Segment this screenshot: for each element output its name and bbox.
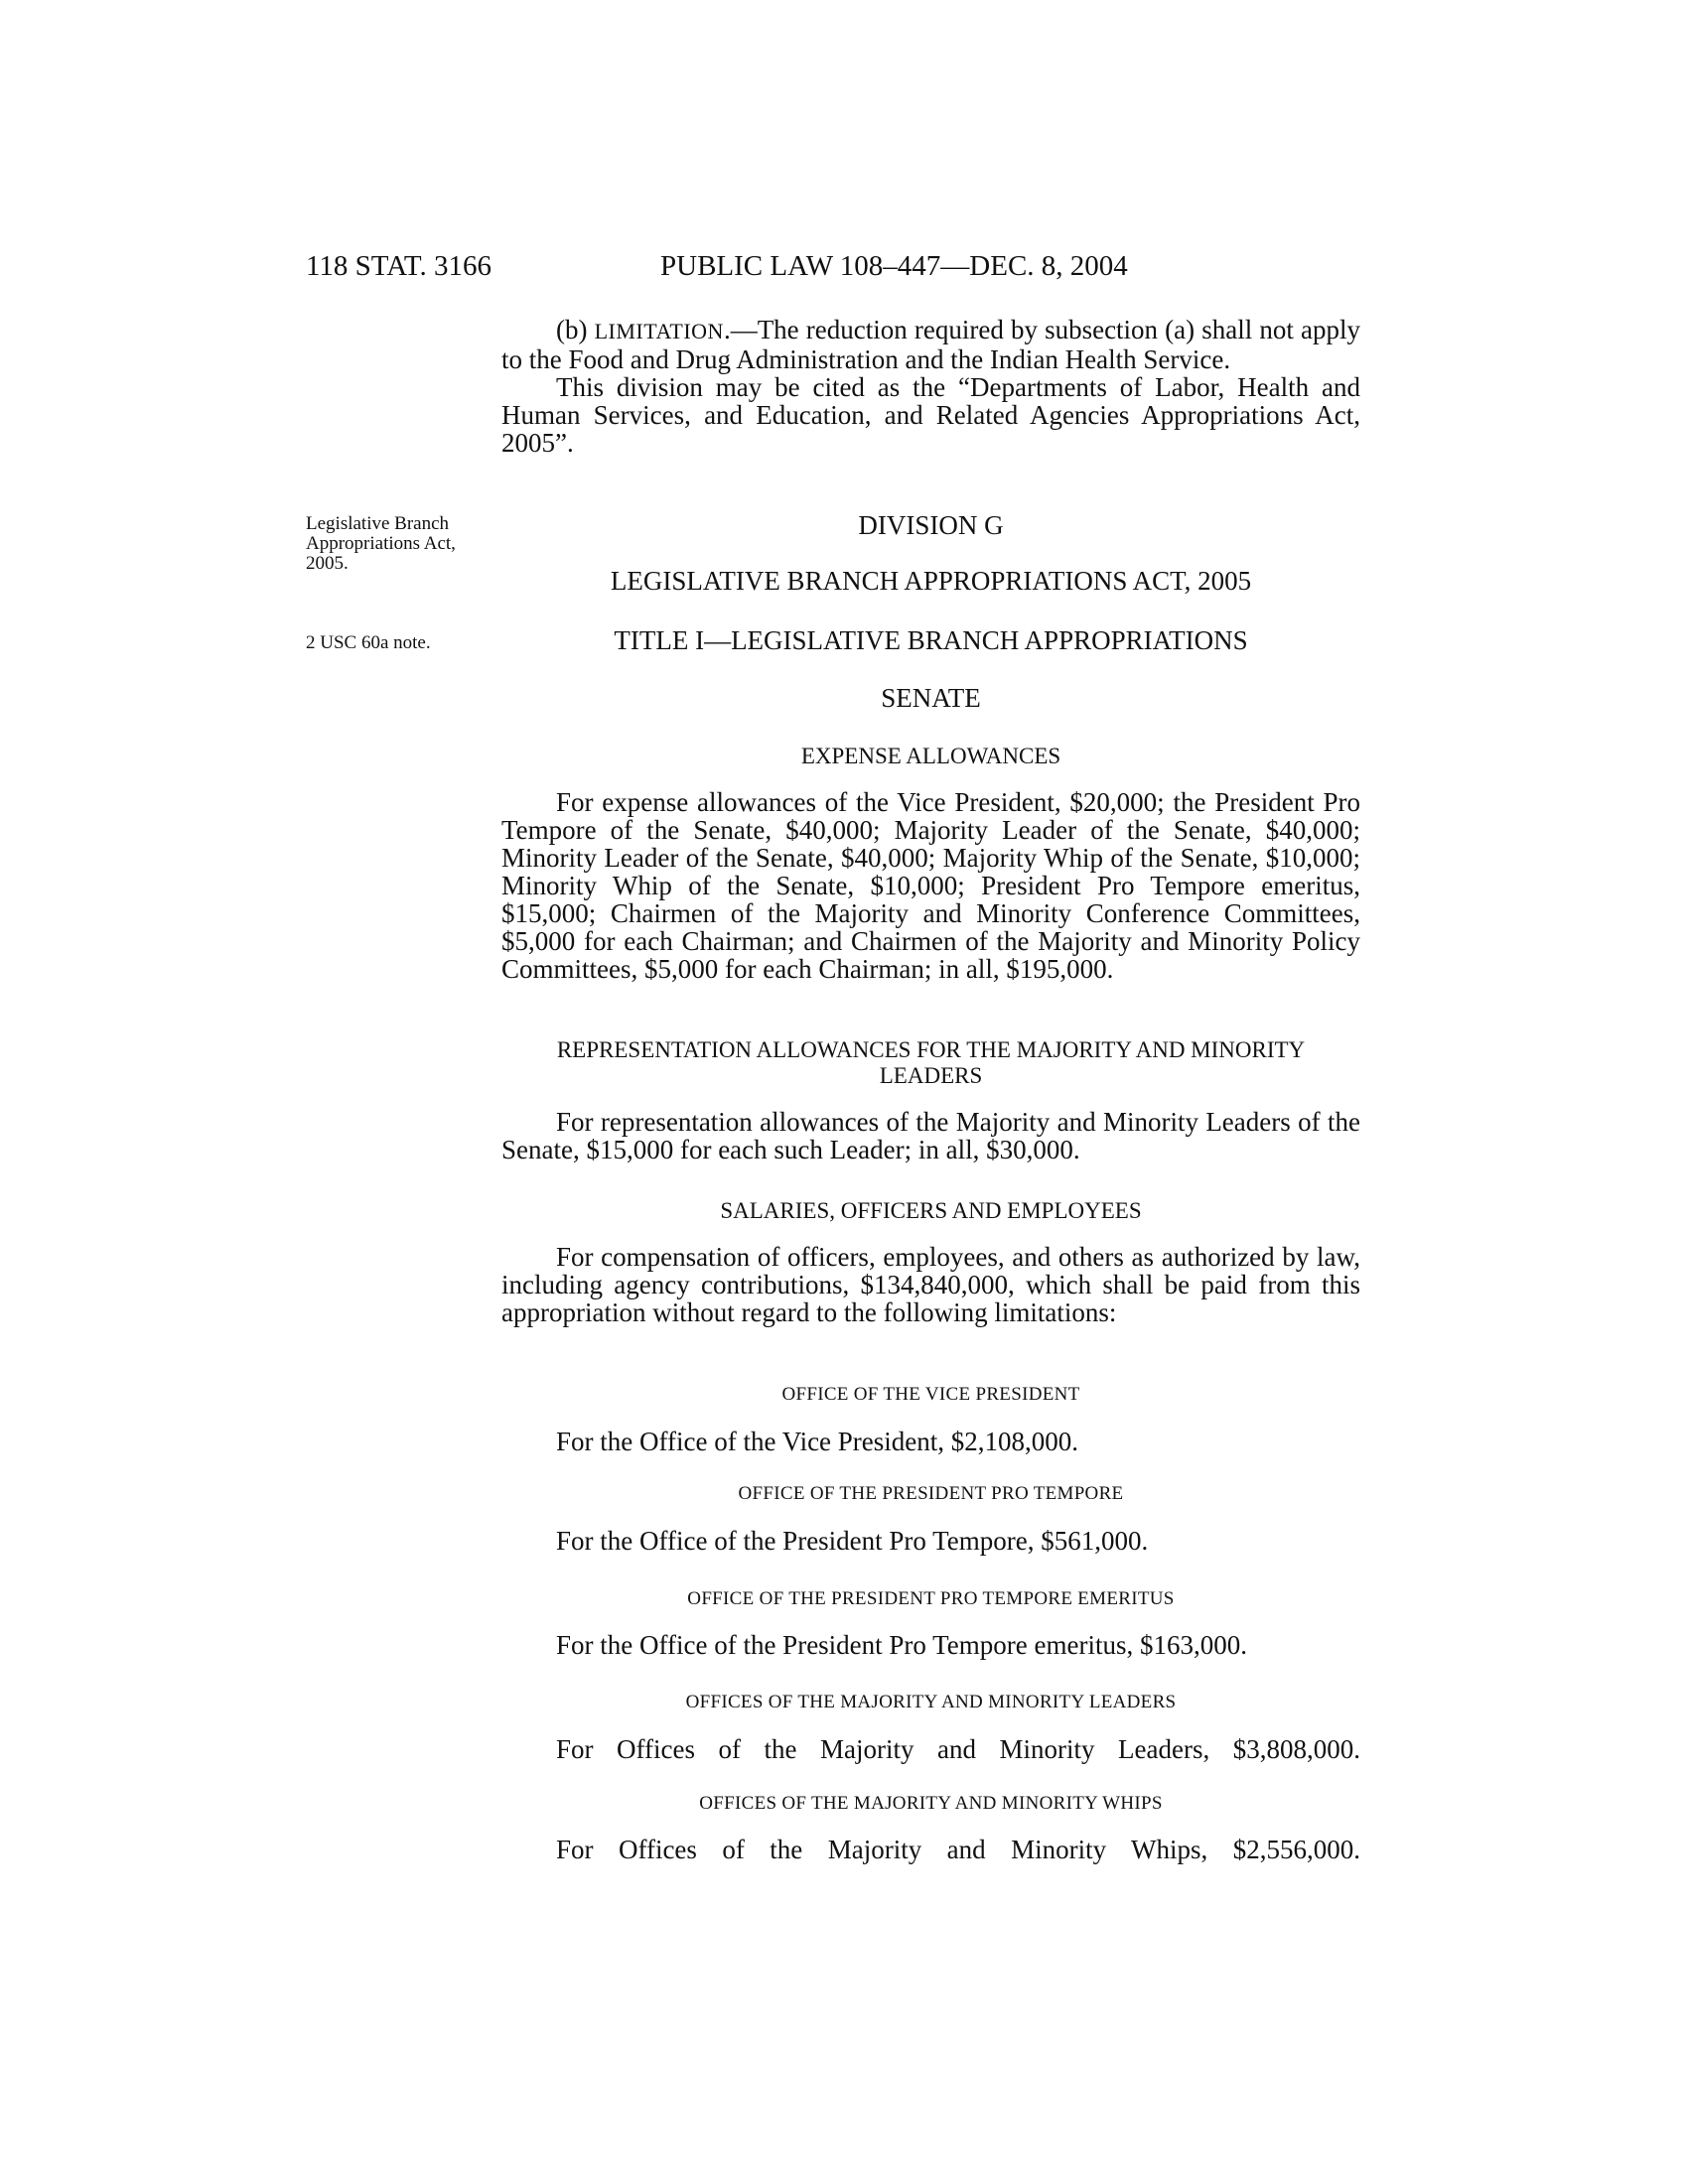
expense-allowances-text: For expense allowances of the Vice President, $20,000; the President Pro Tempore of the Senate, $40,000; Majority Leader of the Senate, $40,000; Minority Leader of the Senate, $40,000; Majority Whip of the Senate, $10,000; Minority Whip of the Senate, $10,000; President Pro Tempore emeritus, $15,000; Chairmen of the Majority and Minority Conference Committees, $5,000 for each Chairman; and Chairmen of the Majority and Minority Policy Committees, $5,000 for each Chairman; in all, $195,000. bbox=[501, 787, 1360, 984]
salaries-heading: SALARIES, OFFICERS AND EMPLOYEES bbox=[720, 1198, 1142, 1223]
page-header bbox=[0, 250, 1688, 290]
title-one-heading: TITLE I—LEGISLATIVE BRANCH APPROPRIATIONS bbox=[614, 625, 1248, 655]
statute-page-reference: 118 STAT. 3166 bbox=[306, 250, 492, 282]
limitation-lead: (b) bbox=[556, 315, 595, 344]
president-pro-tempore-text: For the Office of the President Pro Tempore, $561,000. bbox=[556, 1526, 1149, 1556]
vice-president-office-text: For the Office of the Vice President, $2,108,000. bbox=[556, 1427, 1079, 1456]
majority-minority-leaders-text: For Offices of the Majority and Minority Leaders, $3,808,000. bbox=[556, 1734, 1360, 1764]
president-pro-tempore-emeritus-text: For the Office of the President Pro Tempore emeritus, $163,000. bbox=[556, 1630, 1247, 1660]
limitation-label: LIMITATION bbox=[594, 319, 724, 343]
vice-president-office-section bbox=[501, 1428, 1360, 1455]
vice-president-office-heading: OFFICE OF THE VICE PRESIDENT bbox=[781, 1384, 1080, 1405]
citation-paragraph: This division may be cited as the “Departments of Labor, Health and Human Services, and Education, and Related Agencies Appropriations Act, 2005”. bbox=[501, 372, 1360, 458]
expense-allowances-heading: EXPENSE ALLOWANCES bbox=[800, 744, 1061, 768]
expense-allowances-section bbox=[501, 788, 1360, 983]
margin-note-usc: 2 USC 60a note. bbox=[306, 632, 431, 653]
representation-allowances-section bbox=[501, 1108, 1360, 1163]
division-heading: DIVISION G bbox=[858, 510, 1004, 540]
president-pro-tempore-section bbox=[501, 1527, 1360, 1555]
margin-note-act-title: Legislative Branch Appropriations Act, 2005. bbox=[306, 513, 456, 574]
majority-minority-whips-text: For Offices of the Majority and Minority Whips, $2,556,000. bbox=[556, 1835, 1360, 1864]
representation-allowances-heading: REPRESENTATION ALLOWANCES FOR THE MAJORITY AND MINORITY LEADERS bbox=[556, 1037, 1306, 1088]
limitation-text bbox=[501, 316, 1360, 373]
act-title-heading: LEGISLATIVE BRANCH APPROPRIATIONS ACT, 2005 bbox=[610, 566, 1252, 596]
salaries-section bbox=[501, 1243, 1360, 1326]
public-law-reference: PUBLIC LAW 108–447—DEC. 8, 2004 bbox=[660, 250, 1128, 282]
majority-minority-leaders-heading: OFFICES OF THE MAJORITY AND MINORITY LEADERS bbox=[685, 1692, 1177, 1712]
limitation-paragraph bbox=[501, 316, 1360, 457]
salaries-text: For compensation of officers, employees, and others as authorized by law, including agency contributions, $134,840,000, which shall be paid from this appropriation without regard to the following limitations: bbox=[501, 1242, 1360, 1327]
president-pro-tempore-emeritus-section bbox=[501, 1631, 1360, 1659]
president-pro-tempore-heading: OFFICE OF THE PRESIDENT PRO TEMPORE bbox=[738, 1483, 1124, 1504]
limitation-body: .—The reduction required by subsection (a) shall not apply to the Food and Drug Administration and the Indian Health Service. bbox=[501, 315, 1360, 374]
representation-allowances-text: For representation allowances of the Majority and Minority Leaders of the Senate, $15,000 for each such Leader; in all, $30,000. bbox=[501, 1107, 1360, 1164]
president-pro-tempore-emeritus-heading: OFFICE OF THE PRESIDENT PRO TEMPORE EMERITUS bbox=[687, 1588, 1175, 1609]
majority-minority-leaders-section bbox=[501, 1735, 1360, 1763]
majority-minority-whips-heading: OFFICES OF THE MAJORITY AND MINORITY WHIPS bbox=[699, 1793, 1163, 1814]
majority-minority-whips-section bbox=[501, 1836, 1360, 1863]
senate-heading: SENATE bbox=[881, 683, 981, 713]
